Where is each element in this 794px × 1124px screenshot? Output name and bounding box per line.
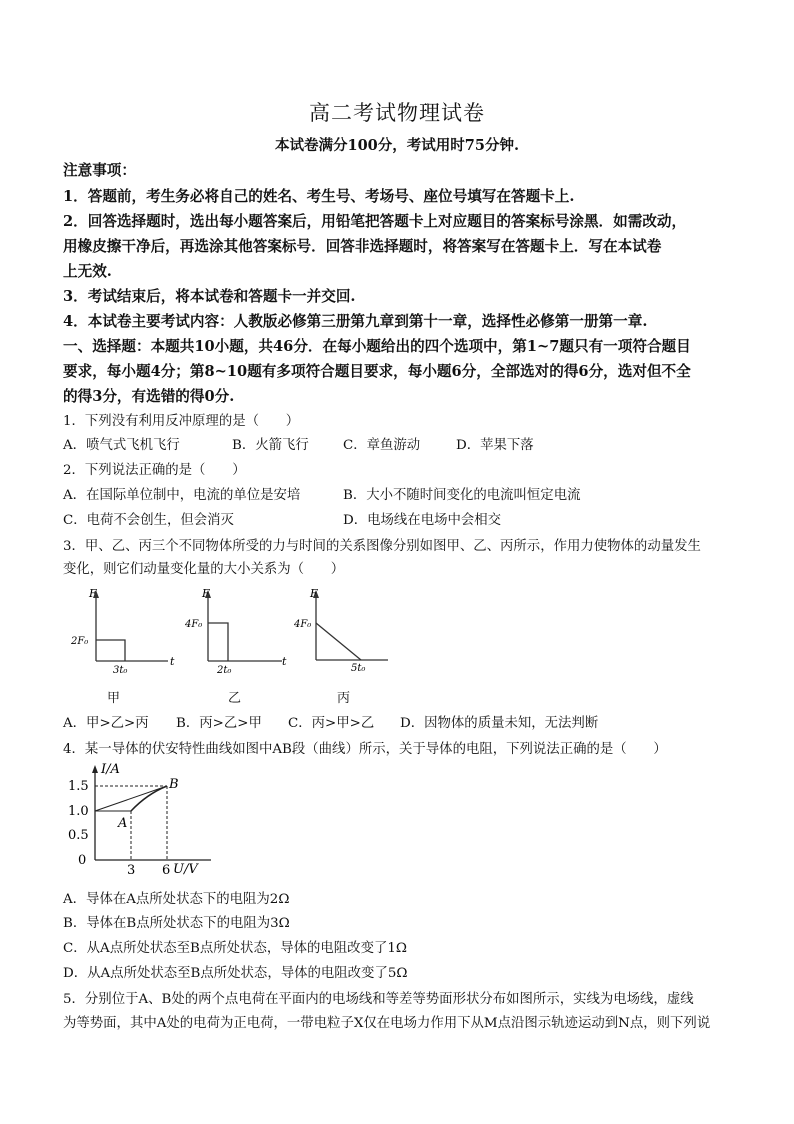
q1-option-d: D．苹果下落 [456, 438, 534, 453]
y-tick-0-5: 0.5 [68, 828, 89, 843]
page-subtitle: 本试卷满分100分，考试用时75分钟. [275, 137, 519, 154]
ab-curve [131, 786, 167, 811]
q4-option-c: C．从A点所处状态至B点所处状态，导体的电阻改变了1Ω [63, 941, 407, 956]
q1-option-a: A．喷气式飞机飞行 [63, 438, 180, 453]
notice-item-2-line1: 2．回答选择题时，选出每小题答案后，用铅笔把答题卡上对应题目的答案标号涂黑．如需改动， [63, 213, 687, 230]
q3-graph-bing [296, 586, 396, 676]
y-value-label: 4F₀ [294, 619, 312, 630]
q2-option-b: B．大小不随时间变化的电流叫恒定电流 [343, 488, 581, 503]
q1-option-b: B．火箭飞行 [232, 438, 309, 453]
q3-option-d: D．因物体的质量未知，无法判断 [400, 716, 599, 731]
q3-stem-line2: 变化，则它们动量变化量的大小关系为（ ） [63, 562, 345, 577]
x-value-label: 2t₀ [217, 665, 232, 676]
y-axis-arrow-icon [92, 765, 98, 773]
q5-stem-line2: 为等势面，其中A处的电荷为正电荷，一带电粒子X仅在电场力作用下从M点沿图示轨迹运动到N点，则下列说 [63, 1016, 711, 1031]
notice-item-2-line2: 用橡皮擦干净后，再选涂其他答案标号．回答非选择题时，将答案写在答题卡上．写在本试卷 [63, 238, 662, 255]
notice-item-1: 1．答题前，考生务必将自己的姓名、考生号、考场号、座位号填写在答题卡上. [63, 188, 575, 205]
y-axis-label: F [89, 587, 97, 600]
q4-option-a: A．导体在A点所处状态下的电阻为2Ω [63, 892, 290, 907]
q4-iv-graph [63, 760, 223, 880]
q3-option-b: B．丙>乙>甲 [176, 716, 262, 731]
section-1-line1: 一、选择题：本题共10小题，共46分．在每小题给出的四个选项中，第1~7题只有一项符合题目 [63, 338, 691, 355]
x-tick-3: 3 [127, 863, 136, 878]
y-value-label: 2F₀ [71, 636, 89, 647]
page-title: 高二考试物理试卷 [309, 101, 485, 125]
q1-option-c: C．章鱼游动 [343, 438, 421, 453]
section-1-line2: 要求，每小题4分；第8~10题有多项符合题目要求，每小题6分，全部选对的得6分，选对但不全 [63, 363, 691, 380]
notice-item-4: 4．本试卷主要考试内容：人教版必修第三册第九章到第十一章，选择性必修第一册第一章. [63, 313, 648, 330]
q2-stem: 2．下列说法正确的是（ ） [63, 463, 246, 478]
q2-option-a: A．在国际单位制中，电流的单位是安培 [63, 488, 301, 503]
x-axis-label: t [282, 655, 287, 668]
y-tick-1-5: 1.5 [68, 779, 89, 794]
y-axis-label: F [202, 587, 210, 600]
notice-item-3: 3．考试结束后，将本试卷和答题卡一并交回. [63, 288, 356, 305]
q3-caption-jia: 甲 [107, 691, 121, 706]
line-to-b [95, 786, 167, 811]
force-line [208, 623, 228, 661]
q3-caption-yi: 乙 [228, 691, 242, 706]
q4-option-d: D．从A点所处状态至B点所处状态，导体的电阻改变了5Ω [63, 966, 408, 981]
point-a-label: A [118, 816, 128, 831]
x-axis-label: U/V [173, 862, 198, 877]
q3-graph-jia [66, 586, 176, 676]
point-b-label: B [169, 777, 179, 792]
q3-option-c: C．丙>甲>乙 [288, 716, 375, 731]
notice-item-2-line3: 上无效. [63, 263, 112, 280]
q3-caption-bing: 丙 [337, 691, 351, 706]
x-value-label: 3t₀ [113, 665, 128, 676]
y-axis-label: I/A [101, 762, 120, 777]
q3-option-a: A．甲>乙>丙 [63, 716, 149, 731]
x-axis-label: t [170, 655, 175, 668]
force-line [96, 640, 125, 661]
q1-stem: 1．下列没有利用反冲原理的是（ ） [63, 414, 300, 429]
y-value-label: 4F₀ [185, 619, 203, 630]
x-value-label: 5t₀ [351, 663, 366, 674]
y-axis-label: F [310, 587, 318, 600]
force-line [316, 623, 361, 660]
q2-option-d: D．电场线在电场中会相交 [343, 513, 502, 528]
q4-stem: 4．某一导体的伏安特性曲线如图中AB段（曲线）所示，关于导体的电阻，下列说法正确的是（ ） [63, 742, 667, 757]
q3-graph-yi [186, 586, 296, 676]
notice-heading: 注意事项： [63, 162, 136, 179]
x-tick-6: 6 [162, 863, 171, 878]
y-tick-0: 0 [78, 853, 87, 868]
q5-stem-line1: 5．分别位于A、B处的两个点电荷在平面内的电场线和等差等势面形状分布如图所示，实线为电场线，虚线 [63, 992, 694, 1007]
q3-stem-line1: 3．甲、乙、丙三个不同物体所受的力与时间的关系图像分别如图甲、乙、丙所示，作用力使物体的动量发生 [63, 539, 701, 554]
q4-option-b: B．导体在B点所处状态下的电阻为3Ω [63, 916, 290, 931]
q2-option-c: C．电荷不会创生，但会消灭 [63, 513, 234, 528]
section-1-line3: 的得3分，有选错的得0分. [63, 388, 235, 405]
y-tick-1-0: 1.0 [68, 804, 89, 819]
